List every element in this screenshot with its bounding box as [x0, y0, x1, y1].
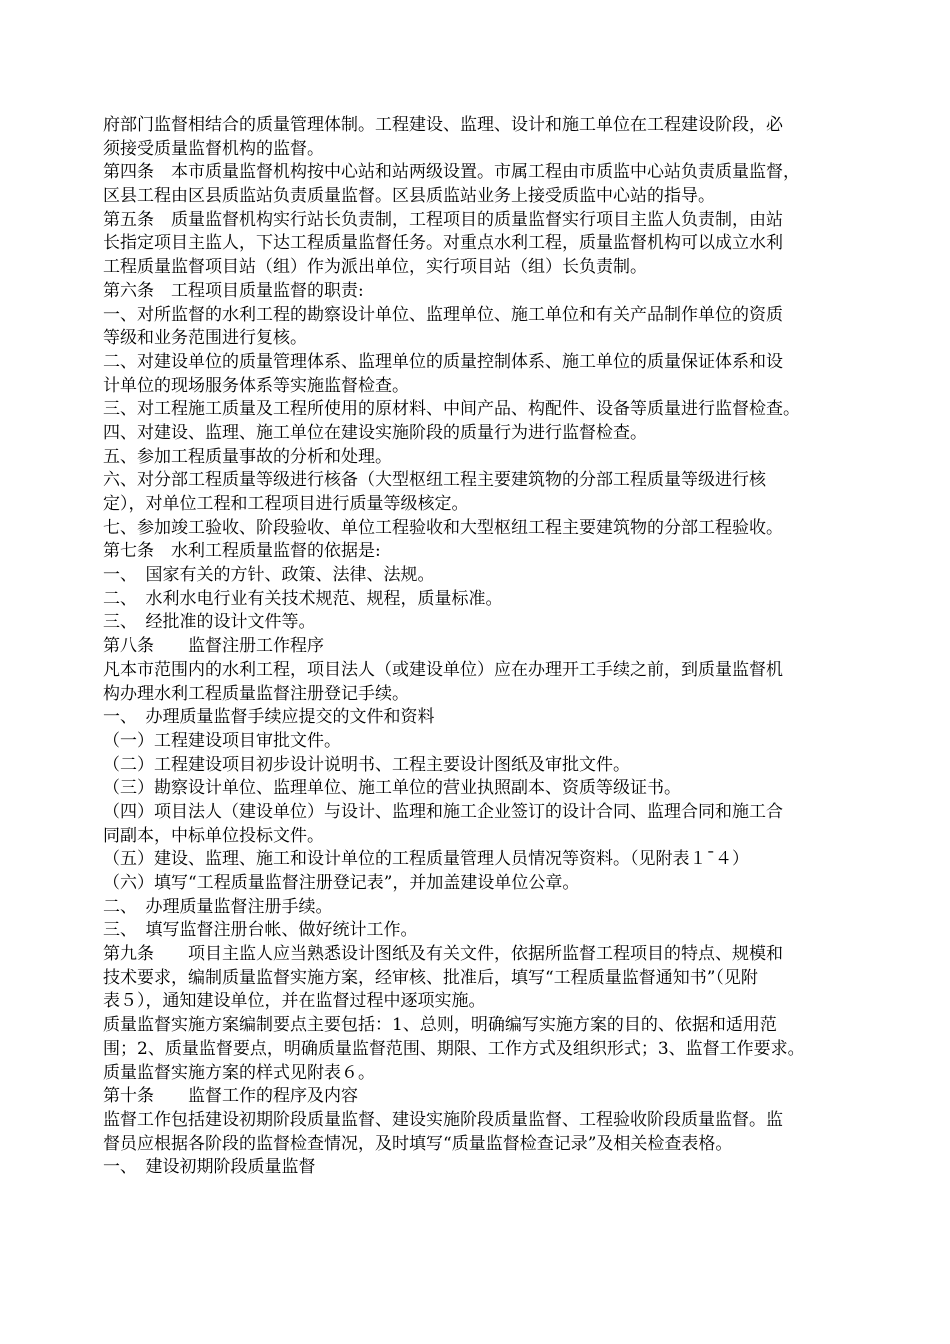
- text-line: （六）填写“工程质量监督注册登记表”，并加盖建设单位公章。: [103, 873, 580, 893]
- text-line: 计单位的现场服务体系等实施监督检查。: [103, 375, 409, 396]
- text-line: 四、对建设、监理、施工单位在建设实施阶段的质量行为进行监督检查。: [103, 422, 647, 443]
- text-line: 技术要求，编制质量监督实施方案，经审核、批准后，填写“工程质量监督通知书”（见附: [103, 967, 758, 988]
- text-line: 第九条 项目主监人应当熟悉设计图纸及有关文件，依据所监督工程项目的特点、规模和: [103, 944, 783, 965]
- text-line: 二、对建设单位的质量管理体系、监理单位的质量控制体系、施工单位的质量保证体系和设: [103, 351, 783, 372]
- document-body: [103, 114, 883, 1180]
- text-line: 第十条 监督工作的程序及内容: [103, 1086, 358, 1107]
- text-line: 构办理水利工程质量监督注册登记手续。: [103, 683, 409, 704]
- text-line: 七、参加竣工验收、阶段验收、单位工程验收和大型枢纽工程主要建筑物的分部工程验收。: [103, 517, 783, 538]
- text-line: 长指定项目主监人，下达工程质量监督任务。对重点水利工程，质量监督机构可以成立水利: [103, 233, 783, 254]
- text-line: （四）项目法人（建设单位）与设计、监理和施工企业签订的设计合同、监理合同和施工合: [103, 801, 783, 822]
- text-line: 六、对分部工程质量等级进行核备（大型枢纽工程主要建筑物的分部工程质量等级进行核: [103, 470, 766, 491]
- text-line: 质量监督实施方案的样式见附表６。: [103, 1062, 375, 1083]
- text-line: 定），对单位工程和工程项目进行质量等级核定。: [103, 494, 469, 514]
- text-line: 一、 国家有关的方针、政策、法律、法规。: [103, 565, 435, 586]
- text-line: 第八条 监督注册工作程序: [103, 636, 324, 657]
- text-line: 府部门监督相结合的质量管理体制。工程建设、监理、设计和施工单位在工程建设阶段，必: [103, 115, 783, 135]
- text-line: （三）勘察设计单位、监理单位、施工单位的营业执照副本、资质等级证书。: [103, 778, 681, 799]
- text-line: 工程质量监督项目站（组）作为派出单位，实行项目站（组）长负责制。: [103, 257, 647, 278]
- text-line: 三、 填写监督注册台帐、做好统计工作。: [103, 920, 418, 941]
- text-line: 督员应根据各阶段的监督检查情况，及时填写“质量监督检查记录”及相关检查表格。: [103, 1133, 733, 1154]
- text-line: 区县工程由区县质监站负责质量监督。区县质监站业务上接受质监中心站的指导。: [103, 186, 715, 207]
- text-line: （二）工程建设项目初步设计说明书、工程主要设计图纸及审批文件。: [103, 754, 630, 775]
- text-line: 二、 水利水电行业有关技术规范、规程，质量标准。: [103, 588, 503, 609]
- text-line: 等级和业务范围进行复核。: [103, 328, 307, 349]
- text-line: （一）工程建设项目审批文件。: [103, 730, 341, 751]
- text-line: 第五条 质量监督机构实行站长负责制，工程项目的质量监督实行项目主监人负责制，由站: [103, 209, 783, 230]
- text-line: 一、对所监督的水利工程的勘察设计单位、监理单位、施工单位和有关产品制作单位的资质: [103, 304, 783, 325]
- text-line: 一、 办理质量监督手续应提交的文件和资料: [103, 707, 435, 728]
- text-line: 三、对工程施工质量及工程所使用的原材料、中间产品、构配件、设备等质量进行监督检查。: [103, 399, 800, 420]
- text-line: 须接受质量监督机构的监督。: [103, 138, 324, 159]
- text-line: 一、 建设初期阶段质量监督: [103, 1157, 316, 1178]
- text-line: 三、 经批准的设计文件等。: [103, 612, 316, 633]
- text-line: 表５），通知建设单位，并在监督过程中逐项实施。: [103, 991, 486, 1012]
- text-line: 五、参加工程质量事故的分析和处理。: [103, 446, 392, 467]
- text-line: 同副本，中标单位投标文件。: [103, 825, 324, 846]
- text-line: 第四条 本市质量监督机构按中心站和站两级设置。市属工程由市质监中心站负责质量监督，: [103, 162, 800, 183]
- text-line: 第七条 水利工程质量监督的依据是:: [103, 541, 381, 562]
- text-line: 第六条 工程项目质量监督的职责:: [103, 280, 364, 301]
- text-line: 二、 办理质量监督注册手续。: [103, 896, 333, 917]
- text-line: 质量监督实施方案编制要点主要包括：1、总则，明确编写实施方案的目的、依据和适用范: [103, 1015, 777, 1036]
- text-line: 围；2、质量监督要点，明确质量监督范围、期限、工作方式及组织形式；3、监督工作要求。: [103, 1038, 805, 1059]
- text-line: （五）建设、监理、施工和设计单位的工程质量管理人员情况等资料。（见附表１¯４）: [103, 849, 749, 870]
- text-line: 监督工作包括建设初期阶段质量监督、建设实施阶段质量监督、工程验收阶段质量监督。监: [103, 1109, 783, 1130]
- text-line: 凡本市范围内的水利工程，项目法人（或建设单位）应在办理开工手续之前，到质量监督机: [103, 659, 783, 680]
